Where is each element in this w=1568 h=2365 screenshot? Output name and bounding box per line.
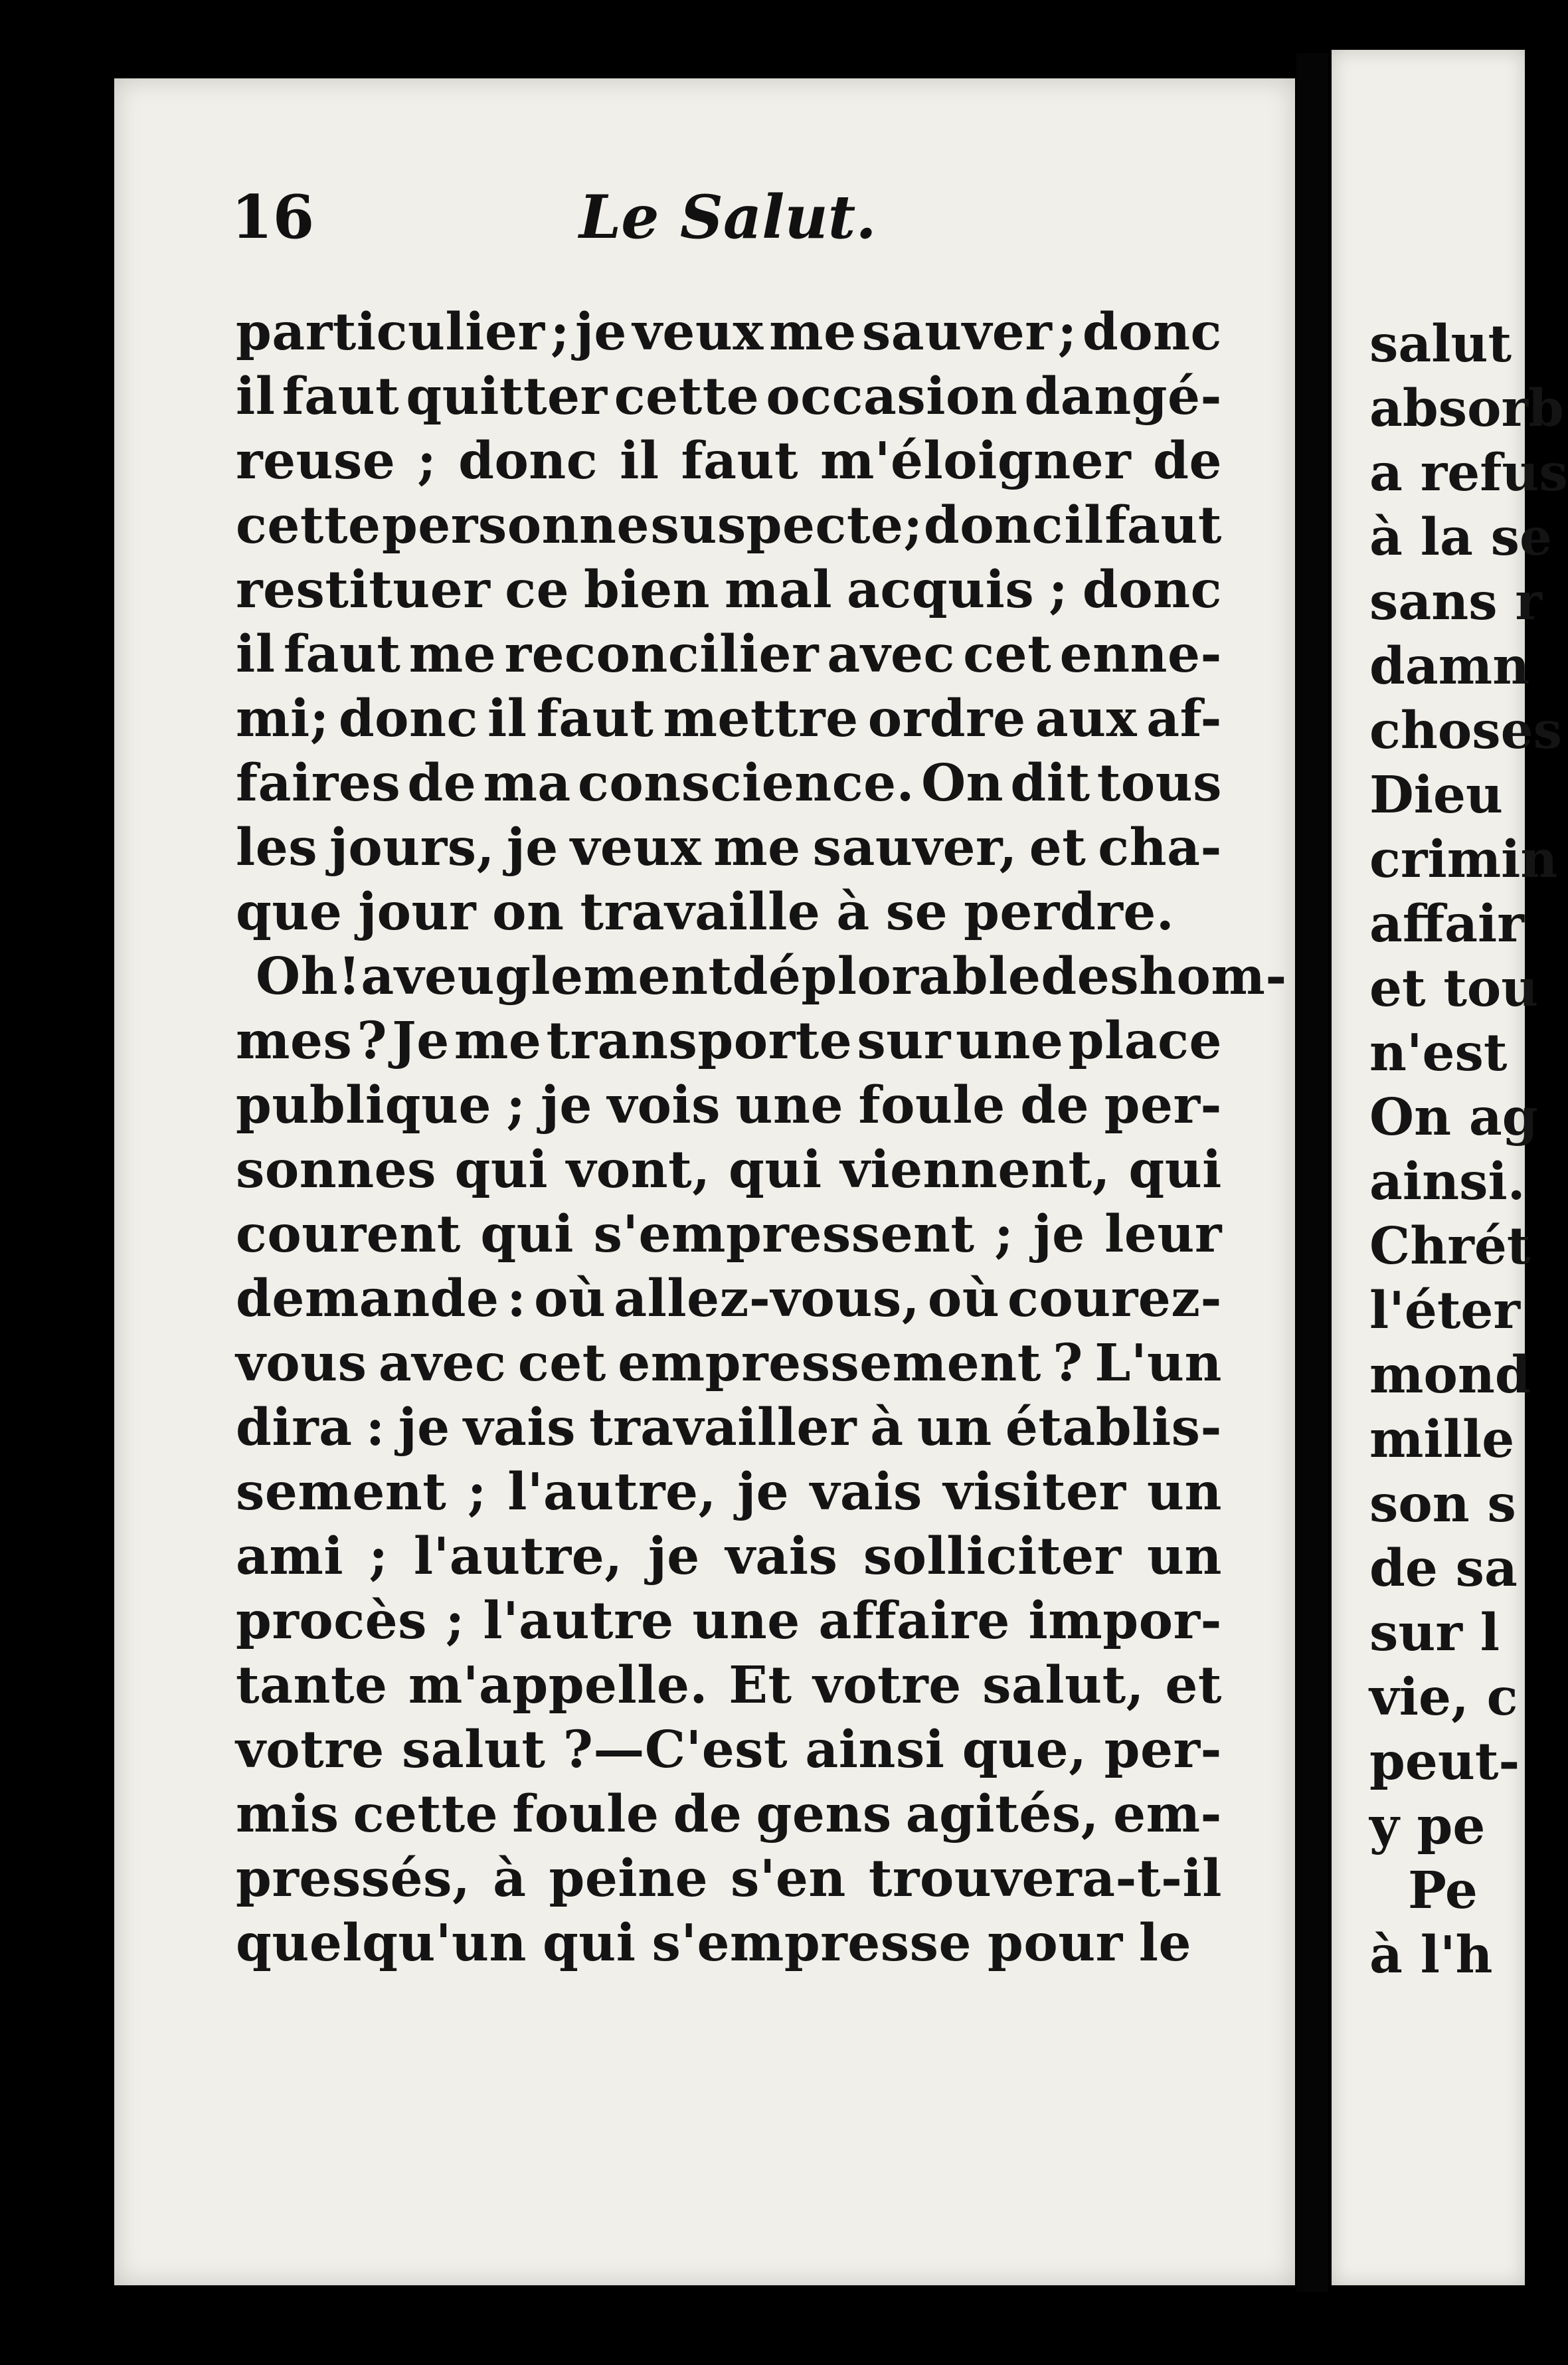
word: Oh! [256,947,361,1006]
word: faut [536,689,654,749]
text-line [236,300,1222,365]
text-line: Dieu [1369,765,1503,825]
word: les [236,818,318,878]
word: aux [1035,689,1138,749]
word: tous [1096,753,1222,813]
text-line: vie, c [1369,1667,1518,1727]
word: de [673,1784,742,1844]
page-header [114,181,1295,254]
text-line [236,1847,1222,1911]
word: occasion [766,367,1018,426]
word: mettre [663,689,859,749]
word: m'appelle. [408,1656,708,1715]
word: viennent, [840,1140,1110,1200]
word: personne [381,496,650,555]
word: enne- [1059,624,1222,684]
word: travaille [580,882,821,942]
word: donc [458,431,598,491]
word: qui [454,1140,549,1200]
text-line: sur l [1369,1603,1500,1663]
word: il [620,431,659,491]
word: cette [236,496,381,555]
word: allez-vous, [614,1269,920,1329]
word: et [1165,1656,1222,1715]
word: un [916,1398,992,1458]
word: je [540,1076,592,1135]
word: veux [570,818,702,878]
word: vais [810,1462,922,1522]
word: il [1064,496,1104,555]
word: sement [236,1462,447,1522]
word: conscience. [578,753,915,813]
word: procès [236,1591,427,1651]
word: solliciter [863,1527,1122,1586]
text-line [236,558,1222,622]
text-line [236,816,1222,880]
word: je [1033,1204,1085,1264]
word: On [921,753,1004,813]
word: de [1153,431,1222,491]
word: je [506,818,559,878]
word: L'un [1094,1333,1222,1393]
word: Et [729,1656,792,1715]
word: cet [517,1333,606,1393]
text-line: sans r [1369,572,1542,632]
word: qui [542,1913,636,1973]
word: faires [236,753,401,813]
text-line [236,1202,1222,1267]
word: déplorable [732,947,1041,1006]
word: ; [1057,302,1077,362]
text-line [236,1074,1222,1138]
word: cette [353,1784,499,1844]
word: ; [445,1591,465,1651]
word: faut [681,431,799,491]
word: ; [369,1527,389,1586]
word: donc [338,689,478,749]
word: ; [506,1076,526,1135]
word: ; [550,302,570,362]
word: Je [392,1011,450,1071]
word: à [870,1398,904,1458]
word: tante [236,1656,388,1715]
text-line [236,1267,1222,1331]
word: aveuglement [361,947,733,1006]
word: af- [1146,689,1222,749]
word: cette [614,367,760,426]
word: il [236,624,276,684]
word: impor- [1028,1591,1222,1651]
text-line: n'est [1369,1023,1508,1083]
word: publique [236,1076,491,1135]
word: salut, [982,1656,1144,1715]
word: votre [812,1656,962,1715]
text-line [236,945,1287,1009]
text-line: mond [1369,1345,1531,1405]
word: peine [549,1849,709,1909]
word: votre [236,1720,385,1780]
word: s'empresse [652,1913,972,1973]
word: sauver, [812,818,1017,878]
word: restituer [236,560,491,620]
word: il [487,689,527,749]
word: une [735,1076,844,1135]
word: vous [236,1333,367,1393]
word: travailler [589,1398,857,1458]
word: salut [401,1720,546,1780]
text-line: crimin [1369,830,1558,890]
text-line [236,1525,1222,1589]
word: s'en [730,1849,846,1909]
word: de [407,753,477,813]
word: une [955,1011,1064,1071]
word: faut [282,367,400,426]
word: vois [607,1076,721,1135]
word: que [236,882,343,942]
word: gens [756,1784,892,1844]
word: pressés, [236,1849,471,1909]
word: foule [512,1784,659,1844]
word: jours, [329,818,495,878]
text-line [236,687,1222,751]
word: ; [417,431,437,491]
word: trouvera-t-il [868,1849,1222,1909]
word: le [1138,1913,1191,1973]
word: où [927,1269,1000,1329]
running-title: Le Salut. [579,182,877,252]
word: leur [1104,1204,1222,1264]
word: particulier [236,302,545,362]
text-line: affair [1369,894,1524,954]
word: de [1020,1076,1090,1135]
word: dit [1010,753,1090,813]
word: avec [827,624,955,684]
word: vont, [566,1140,711,1200]
word: sur [857,1011,951,1071]
text-line [236,1589,1222,1654]
word: je [648,1527,700,1586]
text-line: choses [1369,701,1562,761]
word: m'éloigner [820,431,1132,491]
text-line [236,751,1222,816]
text-line: à l'h [1369,1925,1493,1985]
word: l'autre, [507,1462,717,1522]
word: s'empressent [593,1204,975,1264]
word: per- [1104,1076,1222,1135]
text-line [236,1718,1222,1782]
word: où [534,1269,606,1329]
text-line [236,1331,1222,1396]
text-line [236,1460,1222,1525]
word: place [1068,1011,1222,1071]
word: perdre. [964,882,1175,942]
text-line [236,622,1222,687]
word: mal [724,560,833,620]
word: courent [236,1204,461,1264]
text-line [236,1654,1222,1718]
word: dangé- [1024,367,1222,426]
text-line: On ag [1369,1088,1538,1147]
word: me [408,624,497,684]
text-line: y pe [1369,1796,1486,1856]
word: me [769,302,857,362]
word: je [398,1398,450,1458]
book-spine [1296,53,1328,2292]
word: mes [236,1011,353,1071]
word: me [454,1011,542,1071]
text-line [236,494,1222,558]
word: ? [357,1011,388,1071]
text-line [236,1911,1222,1976]
text-line [236,1138,1222,1202]
text-line: ainsi. [1369,1152,1525,1212]
word: qui [1128,1140,1222,1200]
word: donc [1082,302,1222,362]
text-line: Pe [1408,1861,1478,1921]
word: sonnes [236,1140,437,1200]
word: qui [480,1204,574,1264]
text-line: damn [1369,636,1530,696]
text-line: a refus [1369,443,1568,503]
text-line: mille [1369,1410,1515,1469]
page-number: 16 [231,182,315,252]
word: un [1146,1462,1222,1522]
word: me [713,818,801,878]
word: ? [1053,1333,1083,1393]
word: faut [283,624,401,684]
word: vais [463,1398,576,1458]
word: ; [467,1462,487,1522]
text-line [236,1782,1222,1847]
text-line [236,365,1222,429]
word: à [836,882,870,942]
text-line [236,429,1222,494]
word: faut [1104,496,1222,555]
word: qui [729,1140,822,1200]
word: l'autre, [413,1527,623,1586]
text-line: à la se [1369,508,1552,567]
right-page-text [1369,312,1568,1988]
word: reuse [236,431,396,491]
text-line: et tou [1369,959,1539,1018]
text-line: son s [1369,1474,1516,1534]
word: per- [1104,1720,1222,1780]
left-page-text [236,300,1287,1976]
word: bien [584,560,711,620]
word: se [885,882,948,942]
text-line: salut [1369,314,1512,374]
word: cha- [1098,818,1222,878]
word: quelqu'un [236,1913,527,1973]
text-line: absorb [1369,379,1564,438]
word: visiter [943,1462,1126,1522]
text-line: peut- [1369,1732,1520,1792]
word: l'autre [483,1591,674,1651]
text-line [236,880,1222,945]
word: affaire [818,1591,1010,1651]
word: dira [236,1398,353,1458]
word: ; [994,1204,1014,1264]
word: transporte [546,1011,853,1071]
text-line [236,1009,1222,1074]
text-line: de sa [1369,1539,1518,1598]
word: je [737,1462,790,1522]
word: reconcilier [504,624,820,684]
word: : [365,1398,385,1458]
word: des [1041,947,1140,1006]
text-line: l'éter [1369,1281,1520,1341]
word: à [493,1849,527,1909]
word: ainsi [805,1720,945,1780]
word: ce [505,560,570,620]
word: ?—C'est [563,1720,788,1780]
word: ma [483,753,571,813]
word: agités, [905,1784,1099,1844]
word: quitter [406,367,608,426]
word: mis [236,1784,339,1844]
word: cet [963,624,1052,684]
word: vais [725,1527,838,1586]
word: et [1029,818,1087,878]
word: jour [358,882,477,942]
word: ordre [867,689,1026,749]
word: donc [1082,560,1222,620]
word: ami [236,1527,344,1586]
word: avec [378,1333,507,1393]
word: une [692,1591,800,1651]
word: acquis [846,560,1035,620]
word: il [236,367,276,426]
word: veux [632,302,764,362]
word: em- [1113,1784,1222,1844]
word: un [1146,1527,1222,1586]
word: ; [1049,560,1069,620]
text-line: Chrét [1369,1216,1531,1276]
word: que, [962,1720,1087,1780]
word: courez- [1007,1269,1222,1329]
word: sauver [861,302,1053,362]
text-line [236,1396,1222,1460]
word: foule [858,1076,1005,1135]
word: je [575,302,627,362]
word: hom- [1139,947,1287,1006]
word: on [492,882,565,942]
word: mi; [236,689,329,749]
word: suspecte; [650,496,923,555]
word: établis- [1005,1398,1222,1458]
word: pour [988,1913,1123,1973]
word: demande [236,1269,499,1329]
word: : [507,1269,527,1329]
word: empressement [618,1333,1041,1393]
word: donc [923,496,1063,555]
